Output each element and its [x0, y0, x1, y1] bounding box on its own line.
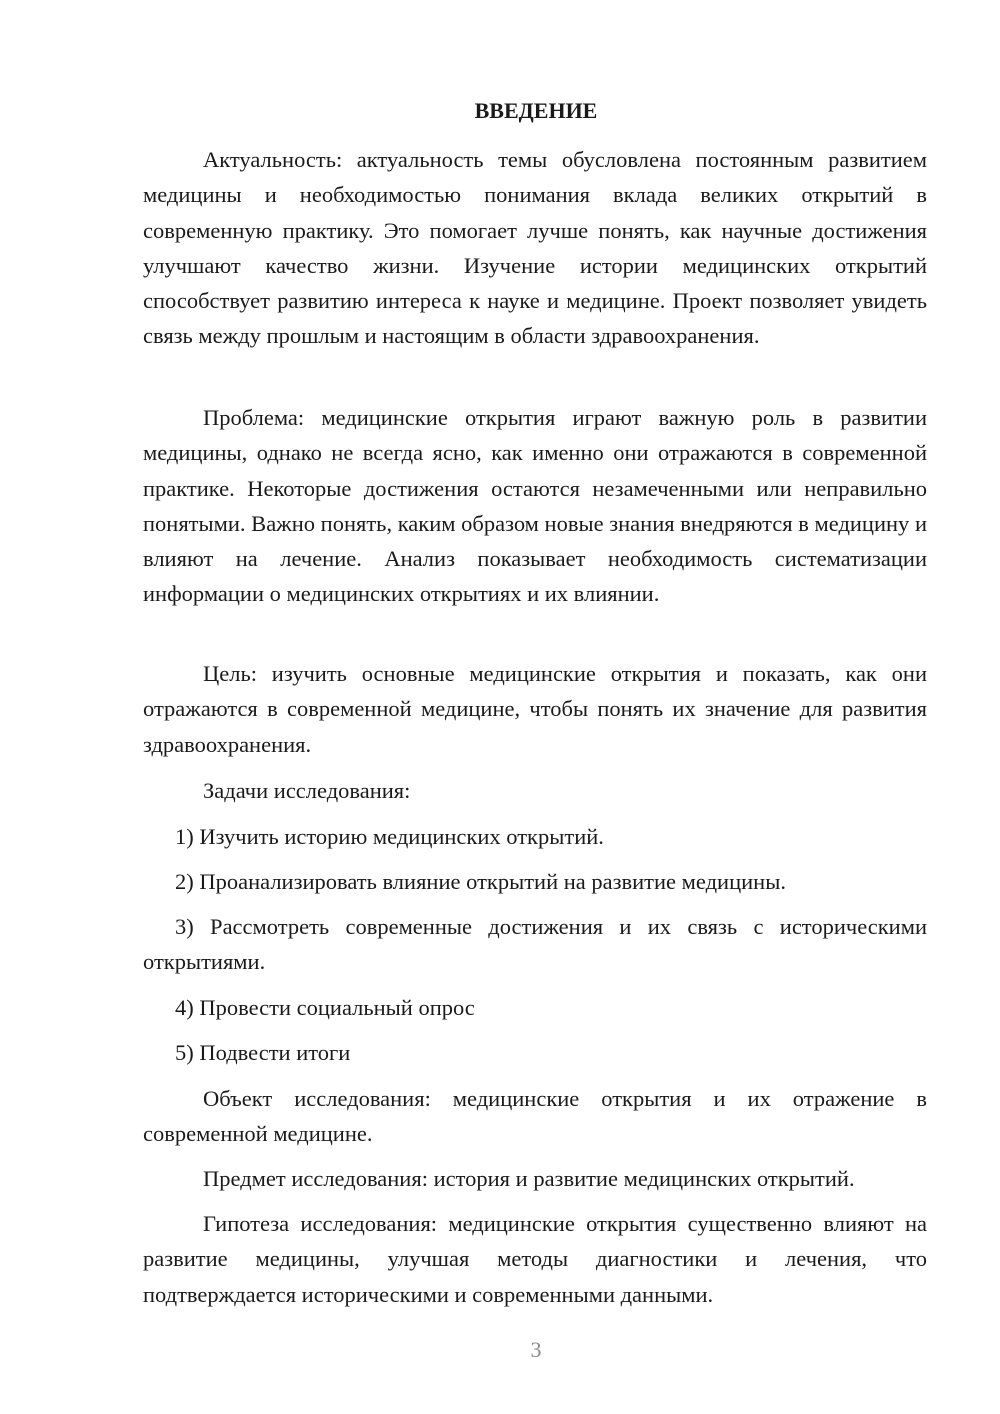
tasks-heading: Задачи исследования:	[203, 778, 411, 803]
task-item: 3) Рассмотреть современные достижения и их связь с историческими открытиями.	[143, 914, 927, 975]
paragraph-object: Объект исследования: медицинские открытия и их отражение в современной медицине.	[143, 1086, 927, 1147]
paragraph-goal: Цель: изучить основные медицинские открытия и показать, как они отражаются в современной медицине, чтобы понять их значение для развития здравоохранения.	[143, 661, 927, 757]
page-number: 3	[530, 1337, 542, 1362]
page-title: ВВЕДЕНИЕ	[474, 98, 598, 123]
task-item: 2) Проанализировать влияние открытий на развитие медицины.	[175, 869, 786, 894]
task-item: 4) Провести социальный опрос	[175, 995, 475, 1020]
task-item: 1) Изучить историю медицинских открытий.	[175, 824, 604, 849]
paragraph-hypothesis: Гипотеза исследования: медицинские открытия существенно влияют на развитие медицины, улучшая методы диагностики и лечения, что подтверждается историческими и современными данными.	[143, 1211, 927, 1307]
paragraph-subject: Предмет исследования: история и развитие медицинских открытий.	[203, 1166, 855, 1191]
task-item: 5) Подвести итоги	[175, 1040, 351, 1065]
paragraph-relevance: Актуальность: актуальность темы обусловлена постоянным развитием медицины и необходимостью понимания вклада великих открытий в современную практику. Это помогает лучше понять, как научные достижения улучшают качество жизни. Изучение истории медицинских открытий способствует развитию интереса к науке и медицине. Проект позволяет увидеть связь между прошлым и настоящим в области здравоохранения.	[143, 147, 927, 349]
paragraph-problem: Проблема: медицинские открытия играют важную роль в развитии медицины, однако не всегда ясно, как именно они отражаются в современной практике. Некоторые достижения остаются незамеченными или неправильно понятыми. Важно понять, каким образом новые знания внедряются в медицину и влияют на лечение. Анализ показывает необходимость систематизации информации о медицинских открытиях и их влиянии.	[143, 405, 927, 607]
